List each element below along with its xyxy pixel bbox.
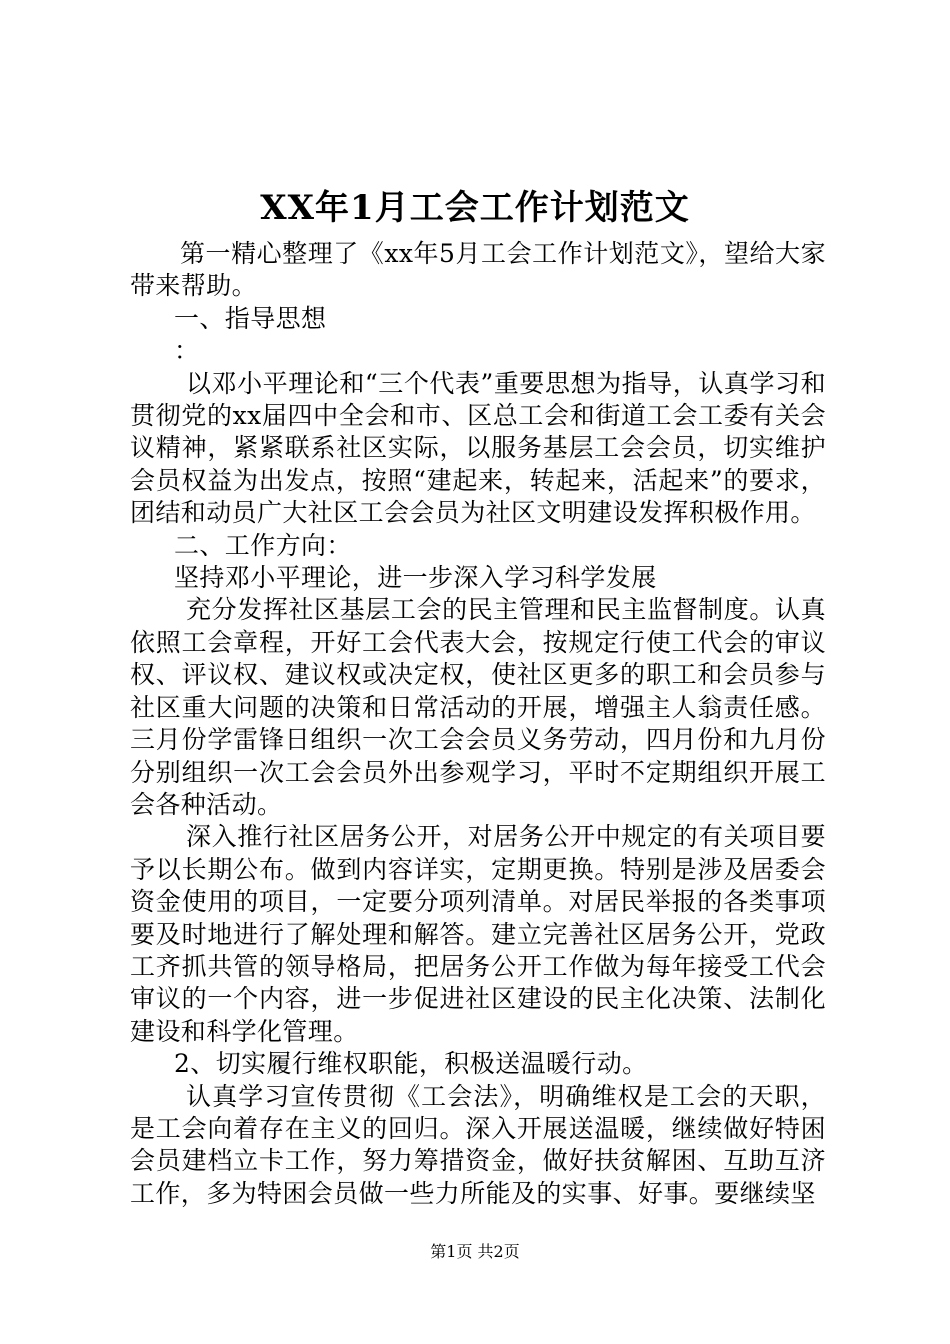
guiding-thought-paragraph: 以邓小平理论和“三个代表”重要思想为指导，认真学习和贯彻党的xx届四中全会和市、区总工会和街道工会工委有关会议精神，紧紧联系社区实际，以服务基层工会会员，切实维护会员权益为出发点，按照“建起来，转起来，活起来”的要求，团结和动员广大社区工会会员为社区文明建设发挥积极作用。 <box>130 368 826 528</box>
section-heading-rights-protection: 2、切实履行维权职能，积极送温暖行动。 <box>174 1049 648 1079</box>
democratic-management-paragraph: 充分发挥社区基层工会的民主管理和民主监督制度。认真依照工会章程，开好工会代表大会，按规定行使工代会的审议权、评议权、建议权或决定权，使社区更多的职工和会员参与社区重大问题的决策和日常活动的开展，增强主人翁责任感。三月份学雷锋日组织一次工会会员义务劳动，四月份和九月份分别组织一次工会会员外出参观学习，平时不定期组织开展工会各种活动。 <box>130 595 826 819</box>
rights-protection-paragraph: 认真学习宣传贯彻《工会法》，明确维权是工会的天职，是工会向着存在主义的回归。深入开展送温暖，继续做好特困会员建档立卡工作，努力筹措资金，做好扶贫解困、互助互济工作，多为特困会员做一些力所能及的实事、好事。要继续坚 <box>130 1081 826 1208</box>
section-heading-work-direction: 二、工作方向： <box>174 530 352 560</box>
document-title: XX年1月工会工作计划范文 <box>260 188 690 228</box>
affairs-disclosure-paragraph: 深入推行社区居务公开，对居务公开中规定的有关项目要予以长期公布。做到内容详实，定期更换。特别是涉及居委会资金使用的项目，一定要分项列清单。对居民举报的各类事项要及时地进行了解处理和解答。建立完善社区居务公开，党政工齐抓共管的领导格局，把居务公开工作做为每年接受工代会审议的一个内容，进一步促进社区建设的民主化决策、法制化建设和科学化管理。 <box>130 822 826 1046</box>
intro-paragraph: 第一精心整理了《xx年5月工会工作计划范文》，望给大家带来帮助。 <box>130 239 826 301</box>
page-footer: 第1页 共2页 <box>430 1242 520 1261</box>
work-direction-line: 坚持邓小平理论，进一步深入学习科学发展 <box>174 563 657 593</box>
colon-line: ： <box>174 336 200 366</box>
section-heading-guiding-thought: 一、指导思想 <box>174 303 327 333</box>
document-body <box>130 238 826 1210</box>
